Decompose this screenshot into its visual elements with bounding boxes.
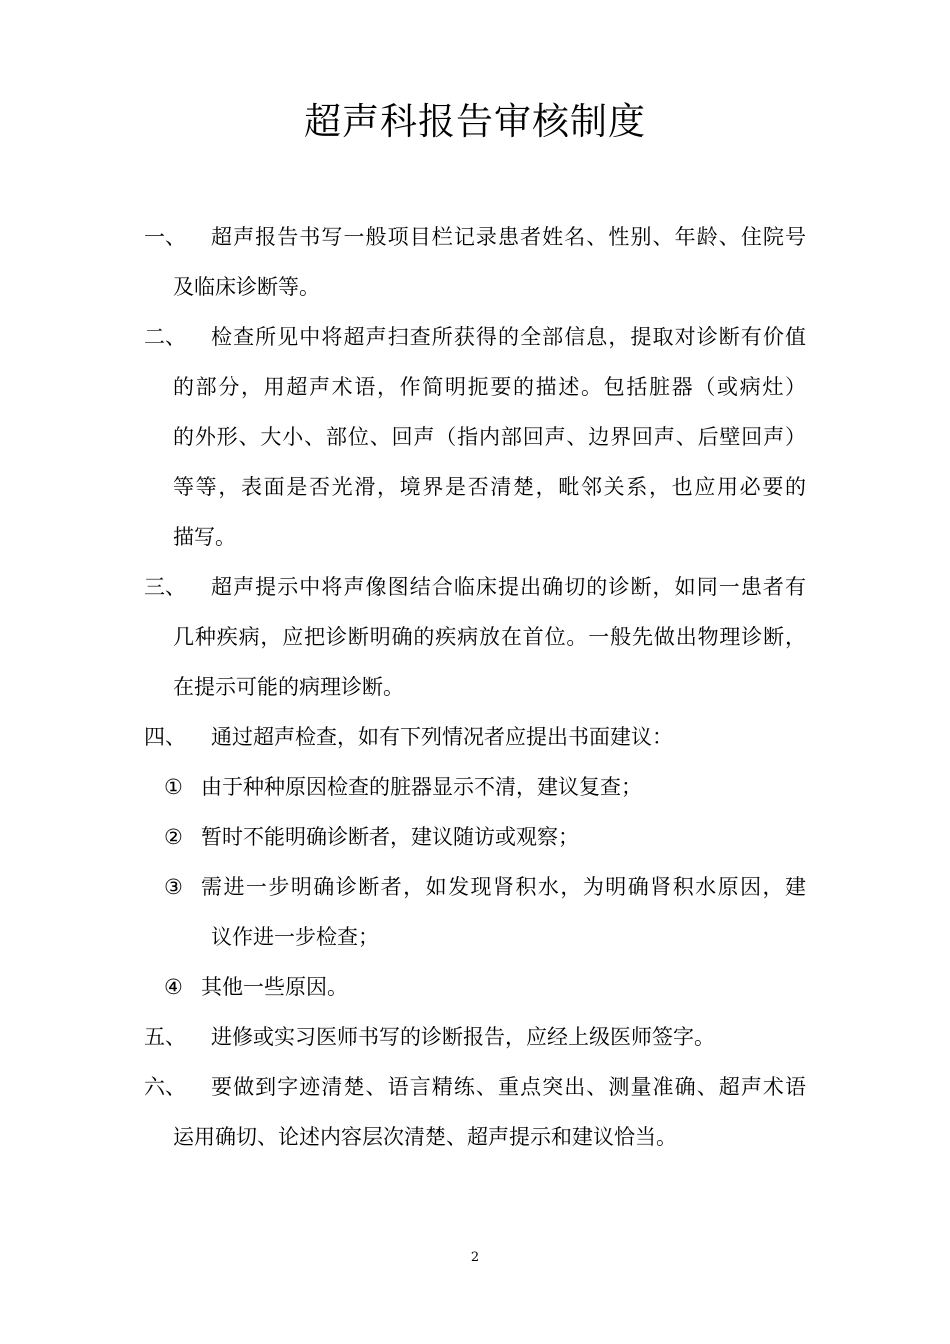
- section-2-line-5: 描写。: [173, 525, 236, 549]
- section-3-line-1: 超声提示中将声像图结合临床提出确切的诊断，如同一患者有: [211, 575, 806, 599]
- item-2-marker: ②: [164, 825, 183, 849]
- section-2-line-2: 的部分，用超声术语，作简明扼要的描述。包括脏器（或病灶）: [173, 375, 806, 399]
- page-number: 2: [470, 1250, 480, 1265]
- item-2-line-1: 暂时不能明确诊断者，建议随访或观察；: [201, 825, 579, 849]
- section-3-line-2: 几种疾病，应把诊断明确的疾病放在首位。一般先做出物理诊断，: [173, 625, 806, 649]
- section-5-number: 五、: [144, 1025, 186, 1049]
- item-1-line-1: 由于种种原因检查的脏器显示不清，建议复查；: [201, 775, 642, 799]
- section-6-line-1: 要做到字迹清楚、语言精练、重点突出、测量准确、超声术语: [211, 1075, 806, 1099]
- section-2-line-4: 等等，表面是否光滑，境界是否清楚，毗邻关系，也应用必要的: [173, 475, 806, 499]
- section-3-line-3: 在提示可能的病理诊断。: [173, 675, 404, 699]
- item-3-marker: ③: [164, 875, 183, 899]
- section-5-line-1: 进修或实习医师书写的诊断报告，应经上级医师签字。: [211, 1025, 715, 1049]
- item-4-line-1: 其他一些原因。: [201, 975, 348, 999]
- section-3-number: 三、: [144, 575, 186, 599]
- document-title: 超声科报告审核制度: [304, 100, 646, 143]
- section-2-number: 二、: [144, 325, 186, 349]
- section-2-line-1: 检查所见中将超声扫查所获得的全部信息，提取对诊断有价值: [211, 325, 806, 349]
- section-1-line-2: 及临床诊断等。: [173, 275, 320, 299]
- section-4-number: 四、: [144, 725, 186, 749]
- section-6-number: 六、: [144, 1075, 186, 1099]
- section-1-line-1: 超声报告书写一般项目栏记录患者姓名、性别、年龄、住院号: [211, 225, 806, 249]
- item-3-line-2: 议作进一步检查；: [211, 925, 379, 949]
- section-2-line-3: 的外形、大小、部位、回声（指内部回声、边界回声、后壁回声）: [173, 425, 806, 449]
- item-3-line-1: 需进一步明确诊断者，如发现肾积水，为明确肾积水原因，建: [201, 875, 806, 899]
- section-6-line-2: 运用确切、论述内容层次清楚、超声提示和建议恰当。: [173, 1125, 677, 1149]
- item-4-marker: ④: [164, 975, 183, 999]
- section-1-number: 一、: [144, 225, 186, 249]
- item-1-marker: ①: [164, 775, 183, 799]
- section-4-line-1: 通过超声检查，如有下列情况者应提出书面建议：: [211, 725, 673, 749]
